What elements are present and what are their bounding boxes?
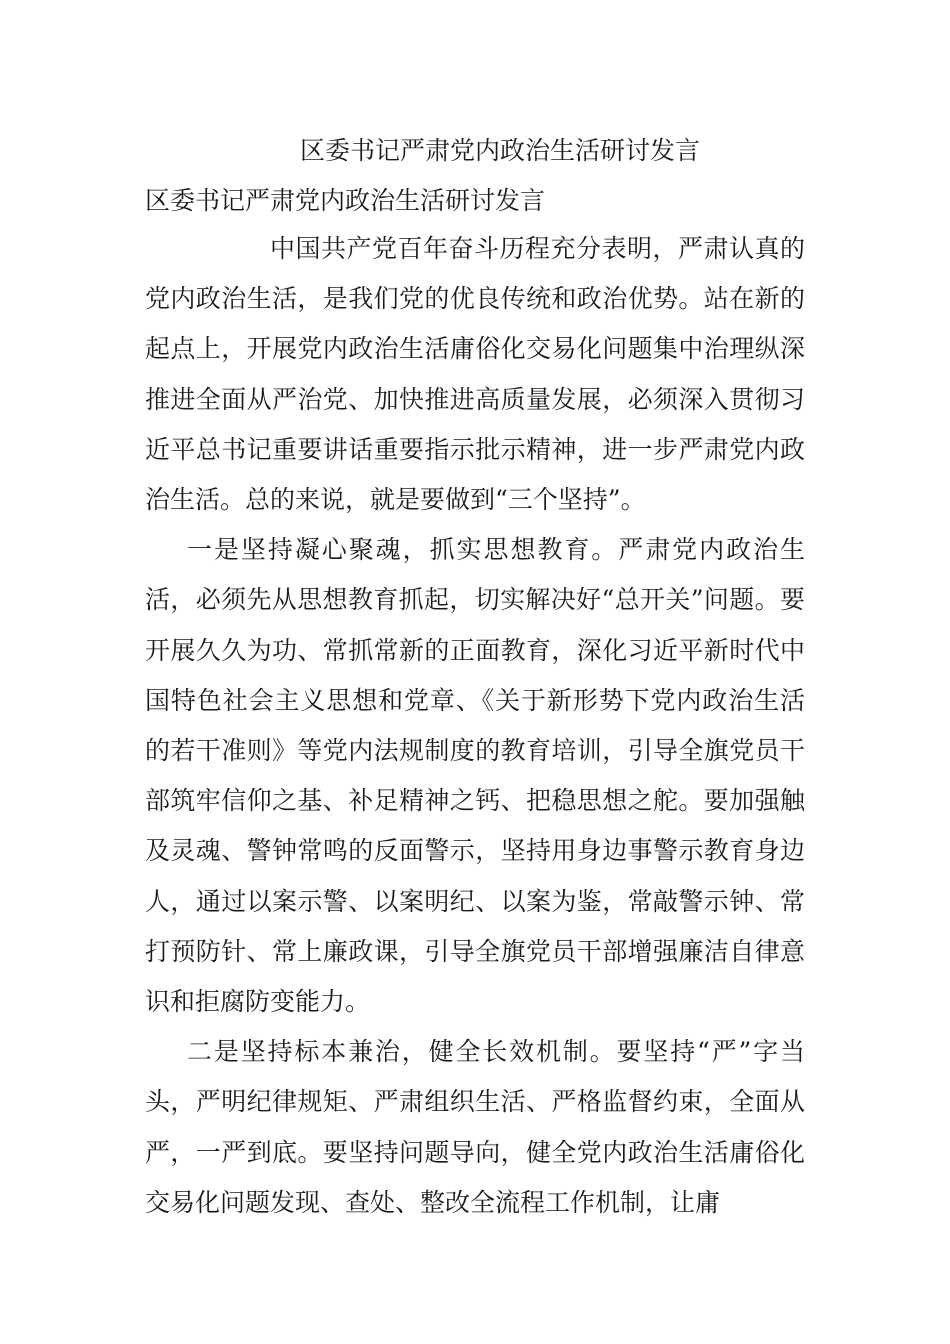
paragraph-point-one: 一是坚持凝心聚魂，抓实思想教育。严肃党内政治生活，必须先从思想教育抓起，切实解决好“总开关”问题。要开展久久为功、常抓常新的正面教育，深化习近平新时代中国特色社会主义思想和党章、《关于新形势下党内政治生活的若干准则》等党内法规制度的教育培训，引导全旗党员干部筑牢信仰之基、补足精神之钙、把稳思想之舵。要加强触及灵魂、警钟常鸣的反面警示，坚持用身边事警示教育身边人，通过以案示警、以案明纪、以案为鉴，常敲警示钟、常打预防针、常上廉政课，引导全旗党员干部增强廉洁自律意识和拒腐防变能力。	[145, 535, 805, 1017]
paragraph-intro: 中国共产党百年奋斗历程充分表明，严肃认真的党内政治生活，是我们党的优良传统和政治优势。站在新的起点上，开展党内政治生活庸俗化交易化问题集中治理纵深推进全面从严治党、加快推进高质量发展，必须深入贯彻习近平总书记重要讲话重要指示批示精神，进一步严肃党内政治生活。总的来说，就是要做到“三个坚持”。	[145, 234, 805, 515]
document-subtitle: 区委书记严肃党内政治生活研讨发言	[145, 186, 546, 215]
paragraph-point-two: 二是坚持标本兼治，健全长效机制。要坚持“严”字当头，严明纪律规矩、严肃组织生活、严格监督约束，全面从严，一严到底。要坚持问题导向，健全党内政治生活庸俗化交易化问题发现、查处、整改全流程工作机制，让庸	[145, 1037, 805, 1217]
document-body	[145, 224, 805, 1228]
document-title: 区委书记严肃党内政治生活研讨发言	[299, 136, 700, 165]
